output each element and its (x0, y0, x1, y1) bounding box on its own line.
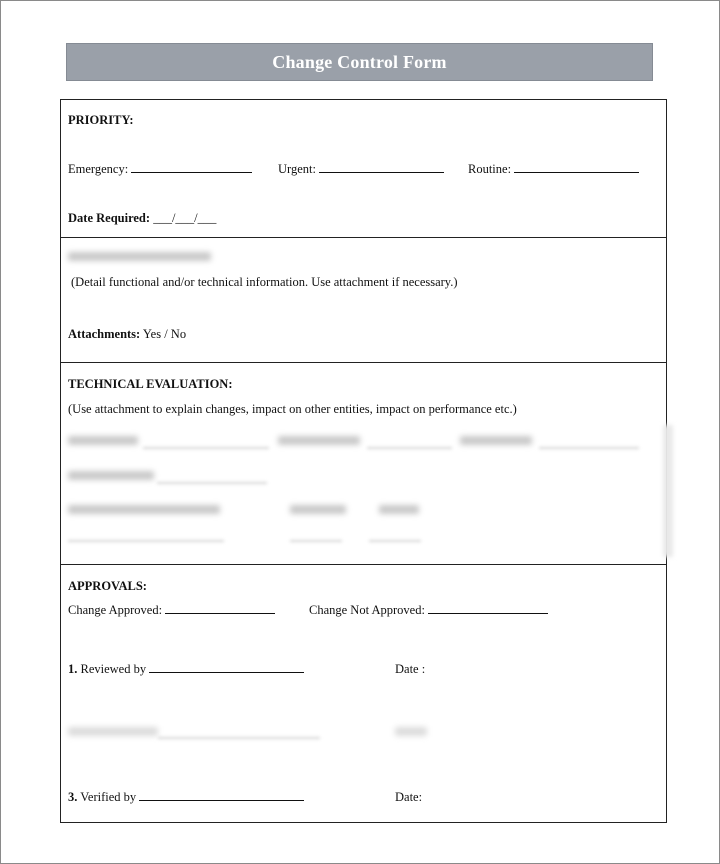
title-bar (66, 43, 653, 81)
redacted-heading (68, 252, 211, 261)
scan-shadow (663, 425, 673, 557)
redacted-label (68, 436, 138, 445)
description-instruction: (Detail functional and/or technical information. Use attachment if necessary.) (71, 275, 458, 289)
change-control-form (60, 99, 667, 823)
emergency-field[interactable] (68, 162, 252, 177)
priority-heading: PRIORITY: (68, 113, 134, 127)
date-required-value[interactable]: ___/___/___ (153, 211, 217, 225)
redacted-blank (369, 540, 421, 542)
redacted-label (68, 727, 158, 736)
redacted-label (460, 436, 532, 445)
approvals-heading: APPROVALS: (68, 579, 147, 593)
change-not-approved-blank[interactable] (428, 612, 548, 614)
redacted-blank (367, 447, 452, 449)
urgent-label: Urgent: (278, 162, 316, 176)
emergency-blank[interactable] (131, 171, 252, 173)
redacted-blank (158, 737, 320, 739)
verified-number: 3. (68, 790, 78, 804)
change-not-approved-label: Change Not Approved: (309, 603, 425, 617)
redacted-label (68, 471, 154, 480)
routine-label: Routine: (468, 162, 512, 176)
reviewed-number: 1. (68, 662, 78, 676)
form-title: Change Control Form (272, 51, 447, 72)
change-approved-label: Change Approved: (68, 603, 163, 617)
redacted-blank (143, 447, 269, 449)
technical-evaluation-heading: TECHNICAL EVALUATION: (68, 377, 233, 391)
verified-label: Verified by (80, 790, 137, 804)
change-description-section (61, 238, 666, 363)
change-not-approved-field[interactable] (309, 603, 548, 618)
change-approved-field[interactable] (68, 603, 275, 618)
reviewed-blank[interactable] (149, 671, 304, 673)
attachments-value[interactable]: Yes / No (142, 327, 187, 341)
attachments-label: Attachments: (68, 327, 141, 341)
technical-evaluation-instruction: (Use attachment to explain changes, impact on other entities, impact on performance etc.) (68, 402, 517, 416)
reviewed-date-label: Date : (395, 662, 426, 676)
emergency-label: Emergency: (68, 162, 129, 176)
change-approved-blank[interactable] (165, 612, 275, 614)
verified-blank[interactable] (139, 799, 304, 801)
date-required-field[interactable] (68, 211, 216, 226)
redacted-blank (157, 482, 267, 484)
redacted-label (379, 505, 419, 514)
redacted-blank (539, 447, 639, 449)
attachments-field[interactable] (68, 327, 186, 342)
technical-evaluation-section (61, 363, 666, 565)
urgent-blank[interactable] (319, 171, 444, 173)
priority-section (61, 100, 666, 238)
redacted-blank (290, 540, 342, 542)
redacted-label (290, 505, 346, 514)
reviewed-by-field[interactable] (68, 662, 304, 677)
routine-blank[interactable] (514, 171, 639, 173)
verified-by-field[interactable] (68, 790, 304, 805)
reviewed-label: Reviewed by (80, 662, 147, 676)
routine-field[interactable] (468, 162, 639, 177)
verified-date-label: Date: (395, 790, 423, 804)
date-required-label: Date Required: (68, 211, 151, 225)
urgent-field[interactable] (278, 162, 444, 177)
redacted-label (395, 727, 427, 736)
redacted-label (278, 436, 360, 445)
redacted-blank (68, 540, 224, 542)
approvals-section (61, 565, 666, 822)
redacted-label (68, 505, 220, 514)
